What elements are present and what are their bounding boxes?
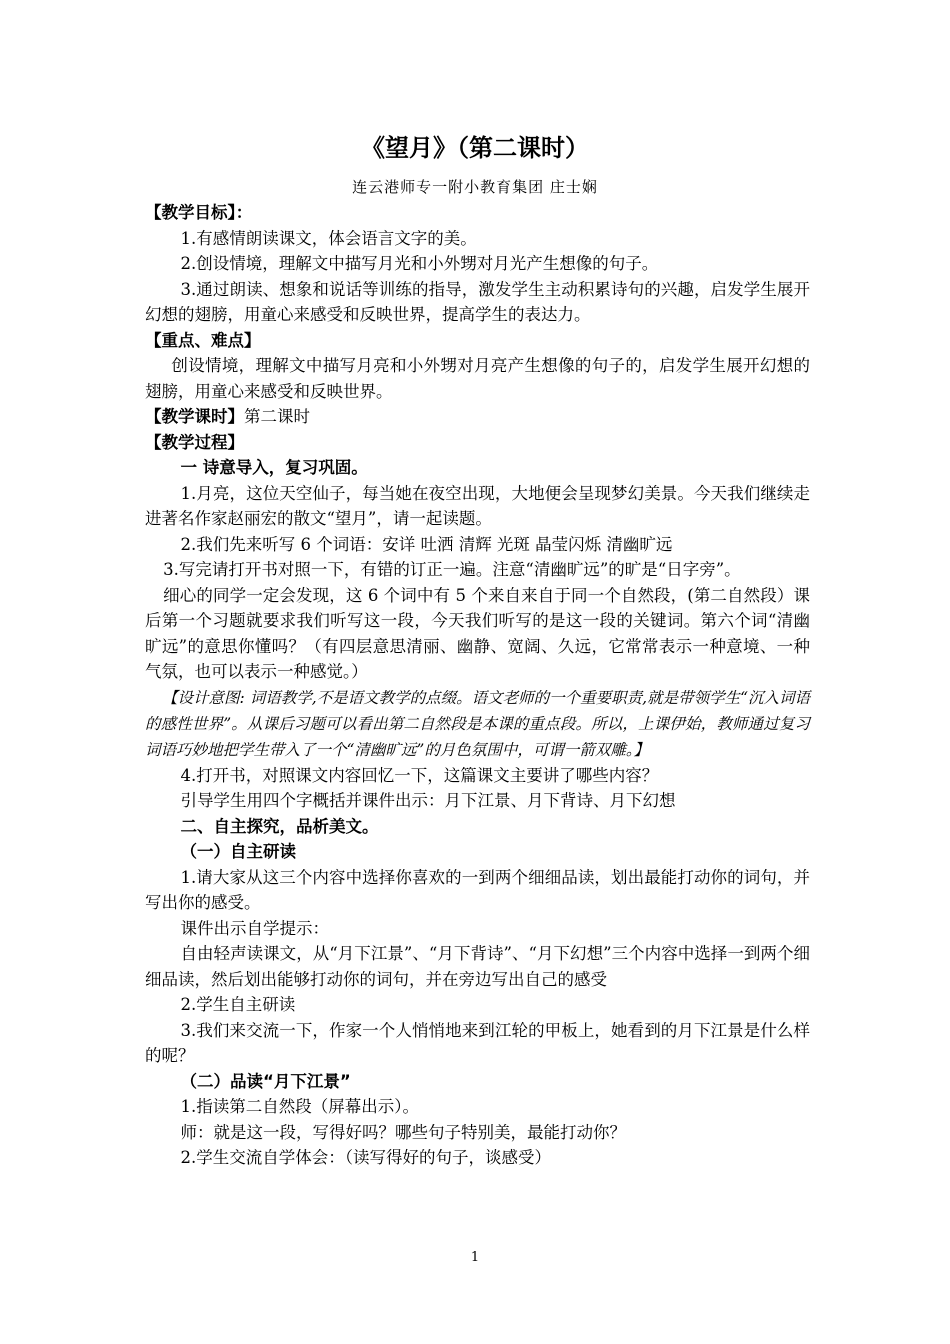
paragraph-2: 2.我们先来听写 6 个词语：安详 吐洒 清辉 光斑 晶莹闪烁 清幽旷远 bbox=[180, 534, 673, 554]
key-points-text: 创设情境，理解文中描写月亮和小外甥对月亮产生想像的句子的，启发学生展开幻想的翅膀，用童心来感受和反映世界。 bbox=[145, 356, 810, 401]
paragraph-5: 4.打开书，对照课文内容回忆一下，这篇课文主要讲了哪些内容？ bbox=[180, 765, 659, 785]
paragraph-9: 自由轻声读课文，从“月下江景”、“月下背诗”、“月下幻想”三个内容中选择一到两个细细品读，然后划出能够打动你的词句，并在旁边写出自己的感受 bbox=[145, 944, 810, 989]
sub1-heading: （一）自主研读 bbox=[180, 842, 296, 861]
paragraph-13: 师：就是这一段，写得好吗？哪些句子特别美，最能打动你？ bbox=[180, 1122, 626, 1142]
goals-heading: 【教学目标】： bbox=[145, 203, 253, 222]
design-note: 【设计意图: 词语教学,不是语文教学的点缀。语文老师的一个重要职责,就是带领学生“沉入词语的感性世界”。从课后习题可以看出第二自然段是本课的重点段。所以，上课伊始，教师通过复习词语巧妙地把学生带入了一个“清幽旷远”的月色氛围中，可谓一箭双雕。】 bbox=[145, 688, 810, 759]
paragraph-7: 1.请大家从这三个内容中选择你喜欢的一到两个细细品读，划出最能打动你的词句，并写出你的感受。 bbox=[145, 867, 810, 912]
author-line: 连云港师专一附小教育集团 庄士娴 bbox=[352, 178, 598, 196]
key-points-heading: 【重点、难点】 bbox=[145, 330, 261, 350]
paragraph-11: 3.我们来交流一下，作家一个人悄悄地来到江轮的甲板上，她看到的月下江景是什么样的呢？ bbox=[145, 1020, 810, 1065]
document-body bbox=[145, 200, 810, 1171]
paragraph-3: 3.写完请打开书对照一下，有错的订正一遍。注意“清幽旷远”的旷是“日字旁”。 bbox=[163, 560, 741, 579]
period-line bbox=[145, 404, 810, 430]
page-number: 1 bbox=[470, 1250, 480, 1265]
goal-item-1: 1.有感情朗读课文，体会语言文字的美。 bbox=[180, 228, 477, 248]
paragraph-6: 引导学生用四个字概括并课件出示：月下江景、月下背诗、月下幻想 bbox=[180, 791, 676, 810]
part2-heading: 二、自主探究，品析美文。 bbox=[180, 816, 379, 836]
paragraph-10: 2.学生自主研读 bbox=[180, 995, 296, 1014]
sub2-heading: （二）品读“月下江景” bbox=[180, 1071, 351, 1091]
paragraph-8: 课件出示自学提示： bbox=[180, 918, 329, 938]
paragraph-12: 1.指读第二自然段（屏幕出示）。 bbox=[180, 1097, 419, 1116]
paragraph-14: 2.学生交流自学体会：（读写得好的句子，谈感受） bbox=[180, 1148, 551, 1167]
paragraph-4: 细心的同学一定会发现，这 6 个词中有 5 个来自来自于同一个自然段，(第二自然段）课后第一个习题就要求我们听写这一段，今天我们听写的是这一段的关键词。第六个词“清幽旷远”的意思你懂吗？（有四层意思清丽、幽静、宽阔、久远，它常常表示一种意境、一种气氛，也可以表示一种感觉。） bbox=[145, 585, 810, 681]
goal-item-2: 2.创设情境，理解文中描写月光和小外甥对月光产生想像的句子。 bbox=[180, 254, 659, 273]
period-heading: 【教学课时】 bbox=[145, 407, 244, 426]
document-title: 《望月》（第二课时） bbox=[361, 134, 589, 162]
part1-heading: 一 诗意导入，复习巩固。 bbox=[180, 458, 368, 477]
goal-item-3: 3.通过朗读、想象和说话等训练的指导，激发学生主动积累诗句的兴趣，启发学生展开幻想的翅膀，用童心来感受和反映世界，提高学生的表达力。 bbox=[145, 279, 810, 324]
process-heading: 【教学过程】 bbox=[145, 432, 244, 452]
period-value: 第二课时 bbox=[244, 407, 310, 426]
paragraph-1: 1.月亮，这位天空仙子，每当她在夜空出现，大地便会呈现梦幻美景。今天我们继续走进著名作家赵丽宏的散文“望月”，请一起读题。 bbox=[145, 483, 810, 528]
